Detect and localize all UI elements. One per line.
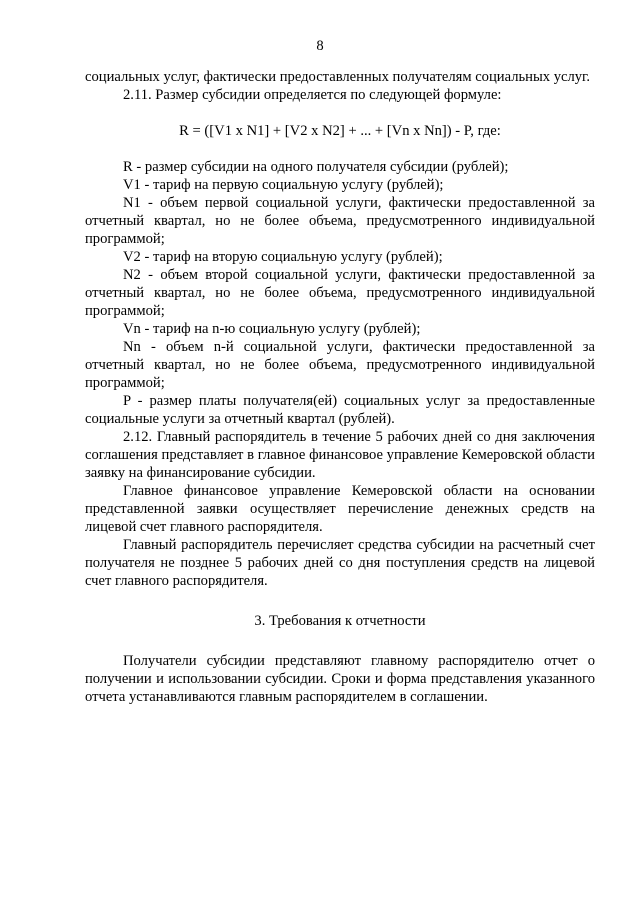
paragraph-2-11: 2.11. Размер субсидии определяется по следующей формуле: (123, 87, 502, 103)
section-3-title: 3. Требования к отчетности (254, 613, 426, 629)
paragraph-2-12: 2.12. Главный распорядитель в течение 5 рабочих дней со дня заключения соглашения представляет в главное финансовое управление Кемеровской области заявку на финансирование субсидии. (85, 429, 595, 481)
paragraph-report: Получатели субсидии представляют главному распорядителю отчет о получении и использовании субсидии. Сроки и форма представления указанного отчета устанавливаются главным распорядителем в соглашении. (85, 653, 595, 705)
definition-n1: N1 - объем первой социальной услуги, фактически предоставленной за отчетный квартал, но не более объема, предусмотренного индивидуальной программой; (85, 195, 595, 247)
page-number: 8 (316, 38, 324, 54)
definition-p: P - размер платы получателя(ей) социальных услуг за предоставленные социальные услуги за отчетный квартал (рублей). (85, 393, 595, 427)
definition-v2: V2 - тариф на вторую социальную услугу (рублей); (123, 249, 443, 265)
paragraph-finance-department: Главное финансовое управление Кемеровской области на основании представленной заявки осуществляет перечисление денежных средств на лицевой счет главного распорядителя. (85, 483, 595, 535)
paragraph-continued: социальных услуг, фактически предоставленных получателям социальных услуг. (85, 69, 591, 85)
subsidy-formula: R = ([V1 x N1] + [V2 x N2] + ... + [Vn x Nn]) - P, где: (179, 123, 501, 139)
definition-v1: V1 - тариф на первую социальную услугу (рублей); (123, 177, 444, 193)
definition-nn: Nn - объем n-й социальной услуги, фактически предоставленной за отчетный квартал, но не более объема, предусмотренного индивидуальной программой; (85, 339, 595, 391)
paragraph-transfer: Главный распорядитель перечисляет средства субсидии на расчетный счет получателя не позднее 5 рабочих дней со дня поступления средств на лицевой счет главного распорядителя. (85, 537, 595, 589)
document-body (85, 68, 595, 706)
definition-r: R - размер субсидии на одного получателя субсидии (рублей); (123, 159, 509, 175)
definition-vn: Vn - тариф на n-ю социальную услугу (рублей); (123, 321, 421, 337)
definition-n2: N2 - объем второй социальной услуги, фактически предоставленной за отчетный квартал, но не более объема, предусмотренного индивидуальной программой; (85, 267, 595, 319)
